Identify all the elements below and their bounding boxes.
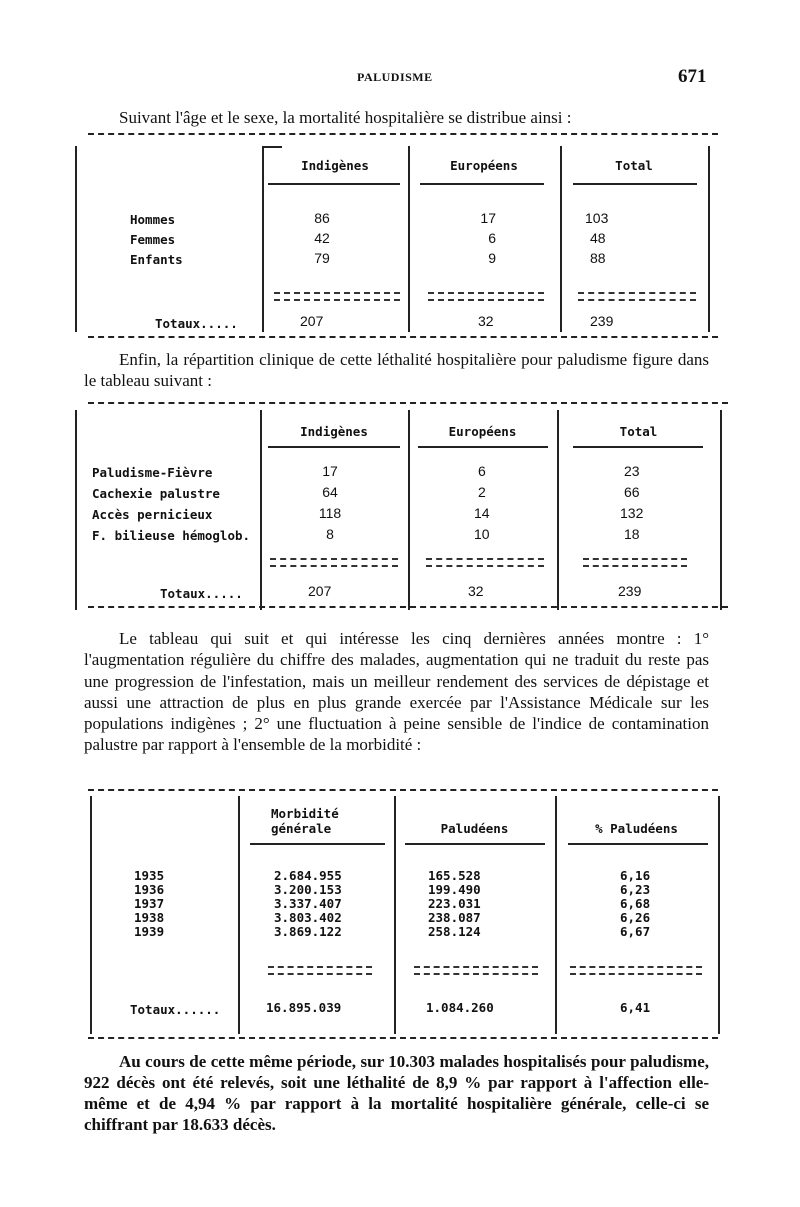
t3-year: 1939 xyxy=(134,924,165,939)
running-title: PALUDISME xyxy=(357,70,433,84)
t3-col-pct-paludeens: % Paludéens xyxy=(595,821,678,836)
t3-paludeens: 238.087 xyxy=(428,910,481,925)
t1-col-indigenes: Indigènes xyxy=(301,158,369,173)
t3-total-paludeens: 1.084.260 xyxy=(426,1000,494,1015)
t2-col-indigenes: Indigènes xyxy=(300,424,368,439)
page-header xyxy=(0,66,800,88)
t3-morbidite: 3.337.407 xyxy=(274,896,342,911)
t1-cell: 86 xyxy=(314,210,330,226)
t3-year: 1936 xyxy=(134,882,165,897)
t2-cell: 6 xyxy=(478,463,486,479)
t1-row-label: Femmes xyxy=(130,232,176,247)
t1-col-total: Total xyxy=(615,158,653,173)
t3-total-morbidite: 16.895.039 xyxy=(266,1000,342,1015)
t2-cell: 64 xyxy=(322,484,338,500)
t1-total-indigenes: 207 xyxy=(300,313,324,329)
t3-totals-label: Totaux...... xyxy=(130,1002,221,1017)
t3-year: 1935 xyxy=(134,868,165,883)
t3-total-pct: 6,41 xyxy=(620,1000,651,1015)
t2-col-total: Total xyxy=(619,424,658,439)
t1-cell: 6 xyxy=(488,230,496,246)
t1-totals-label: Totaux..... xyxy=(155,316,238,331)
t1-cell: 103 xyxy=(585,210,609,226)
t3-morbidite: 3.200.153 xyxy=(274,882,342,897)
intro-paragraph-1: Suivant l'âge et le sexe, la mortalité hospitalière se distribue ainsi : xyxy=(119,108,572,127)
t2-totals-label: Totaux..... xyxy=(160,586,243,601)
t2-cell: 2 xyxy=(478,484,486,500)
t2-cell: 66 xyxy=(624,484,640,500)
t3-pct: 6,16 xyxy=(620,868,651,883)
t2-total-total: 239 xyxy=(618,583,642,599)
t2-cell: 14 xyxy=(474,505,490,521)
t1-cell: 17 xyxy=(480,210,496,226)
t1-cell: 48 xyxy=(590,230,606,246)
t2-total-indigenes: 207 xyxy=(308,583,332,599)
t3-morbidite: 2.684.955 xyxy=(274,868,342,883)
paragraph-conclusion: Au cours de cette même période, sur 10.303 malades hospitalisés pour paludisme, 922 décès ont été relevés, soit une léthalité de 8,9 % par rapport à l'affection elle-même et de 4,94 % par rapport à la mortalité hospitalière générale, celle-ci se chiffrant par 18.633 décès. xyxy=(84,1052,709,1134)
t2-cell: 10 xyxy=(474,526,490,542)
t2-col-europeens: Européens xyxy=(448,424,517,439)
t2-cell: 8 xyxy=(326,526,334,542)
t3-pct: 6,67 xyxy=(620,924,651,939)
t3-paludeens: 258.124 xyxy=(428,924,481,939)
t2-cell: 17 xyxy=(322,463,338,479)
t2-row-label: Accès pernicieux xyxy=(92,507,213,522)
intro-paragraph-2: Enfin, la répartition clinique de cette léthalité hospitalière pour paludisme figure dans le tableau suivant : xyxy=(84,350,709,390)
t2-cell: 18 xyxy=(624,526,640,542)
t1-cell: 79 xyxy=(314,250,330,266)
t3-morbidite: 3.803.402 xyxy=(274,910,342,925)
t2-row-label: Cachexie palustre xyxy=(92,486,220,501)
t3-paludeens: 165.528 xyxy=(428,868,481,883)
t2-row-label: Paludisme-Fièvre xyxy=(92,465,213,480)
t3-pct: 6,26 xyxy=(620,910,651,925)
t3-morbidite: 3.869.122 xyxy=(274,924,342,939)
t1-col-europeens: Européens xyxy=(450,158,518,173)
t3-paludeens: 223.031 xyxy=(428,896,481,911)
t1-cell: 9 xyxy=(488,250,496,266)
t1-row-label: Hommes xyxy=(130,212,176,227)
t1-total-europeens: 32 xyxy=(478,313,494,329)
t3-col-paludeens: Paludéens xyxy=(440,821,509,836)
t1-cell: 88 xyxy=(590,250,606,266)
page-number: 671 xyxy=(678,66,707,87)
t3-col-morbidite-line2: générale xyxy=(271,821,332,836)
t3-year: 1938 xyxy=(134,910,165,925)
t3-pct: 6,23 xyxy=(620,882,651,897)
paragraph-5-years: Le tableau qui suit et qui intéresse les cinq dernières années montre : 1° l'augmentation régulière du chiffre des malades, augmentation qui ne traduit du reste pas une progression de l'infestation, mais un meilleur rendement des services de dépistage et aussi une attraction de plus en plus grande exercée par l'Assistance Médicale sur les populations indigènes ; 2° une fluctuation à peine sensible de l'indice de contamination palustre par rapport à l'ensemble de la morbidité : xyxy=(84,629,709,755)
t2-cell: 132 xyxy=(620,505,644,521)
t2-cell: 23 xyxy=(624,463,640,479)
t1-total-total: 239 xyxy=(590,313,614,329)
t3-year: 1937 xyxy=(134,896,165,911)
t3-col-morbidite-line1: Morbidité xyxy=(271,806,339,821)
t2-total-europeens: 32 xyxy=(468,583,484,599)
t2-cell: 118 xyxy=(318,505,342,521)
t1-cell: 42 xyxy=(314,230,330,246)
t2-row-label: F. bilieuse hémoglob. xyxy=(92,528,251,543)
t1-row-label: Enfants xyxy=(130,252,183,267)
t3-pct: 6,68 xyxy=(620,896,651,911)
t3-paludeens: 199.490 xyxy=(428,882,481,897)
